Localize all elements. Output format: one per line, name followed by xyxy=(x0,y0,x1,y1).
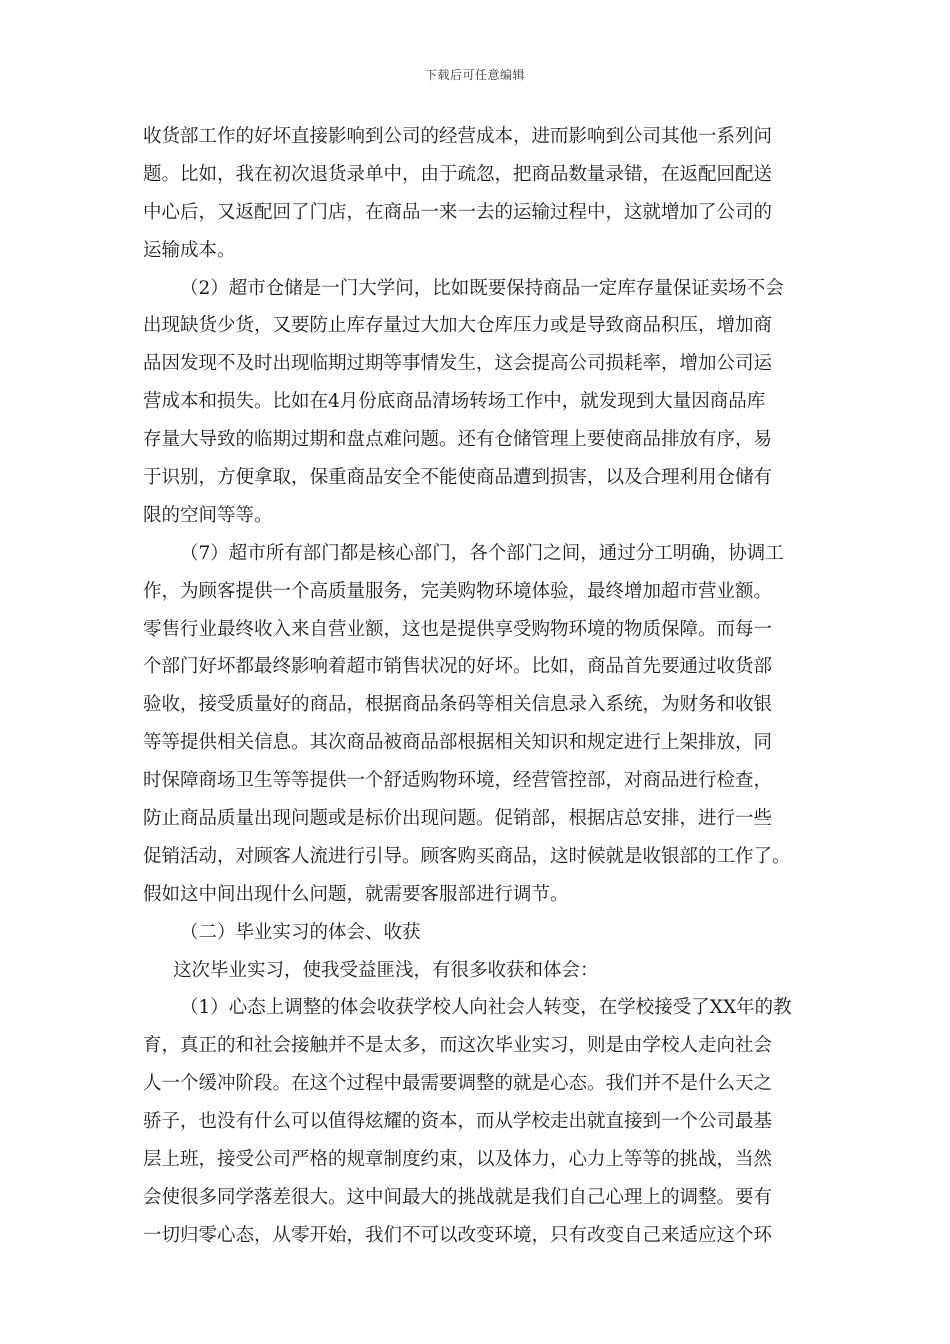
text-line: 个部门好坏都最终影响着超市销售状况的好坏。比如，商品首先要通过收货部 xyxy=(143,656,773,678)
text-line: 存量大导致的临期过期和盘点难问题。还有仓储管理上要使商品排放有序，易 xyxy=(143,429,773,451)
page-header: 下载后可任意编辑 xyxy=(424,68,525,82)
text-line: 层上班，接受公司严格的规章制度约束，以及体力，心力上等等的挑战，当然 xyxy=(143,1149,773,1171)
text-line: 收货部工作的好坏直接影响到公司的经营成本，进而影响到公司其他一系列问 xyxy=(143,126,773,147)
text-line: 人一个缓冲阶段。在这个过程中最需要调整的就是心态。我们并不是什么天之 xyxy=(143,1073,773,1095)
text-line: 会使很多同学落差很大。这中间最大的挑战就是我们自己心理上的调整。要有 xyxy=(143,1186,773,1208)
text-line: 于识别，方便拿取，保重商品安全不能使商品遭到损害，以及合理利用仓储有 xyxy=(143,467,773,489)
text-line: 品因发现不及时出现临期过期等事情发生，这会提高公司损耗率，增加公司运 xyxy=(143,353,773,375)
text-line: 防止商品质量出现问题或是标价出现问题。促销部，根据店总安排，进行一些 xyxy=(143,808,773,830)
text-line: 零售行业最终收入来自营业额，这也是提供享受购物环境的物质保障。而每一 xyxy=(143,618,773,640)
text-line: （2）超市仓储是一门大学问，比如既要保持商品一定库存量保证卖场不会 xyxy=(180,277,784,299)
text-line: 育，真正的和社会接触并不是太多，而这次毕业实习，则是由学校人走向社会 xyxy=(143,1035,773,1057)
text-line: 一切归零心态，从零开始，我们不可以改变环境，只有改变自己来适应这个环 xyxy=(143,1224,773,1246)
text-line: 运输成本。 xyxy=(143,239,236,261)
text-line: 出现缺货少货，又要防止库存量过大加大仓库压力或是导致商品积压，增加商 xyxy=(143,315,773,337)
text-line: 验收，接受质量好的商品，根据商品条码等相关信息录入系统，为财务和收银 xyxy=(143,694,773,716)
text-line: 假如这中间出现什么问题，就需要客服部进行调节。 xyxy=(143,883,569,905)
body-text xyxy=(143,118,823,1255)
text-line: 限的空间等等。 xyxy=(143,504,273,526)
text-line: 时保障商场卫生等等提供一个舒适购物环境，经营管控部，对商品进行检查， xyxy=(143,770,773,792)
text-line: 题。比如，我在初次退货录单中，由于疏忽，把商品数量录错，在返配回配送 xyxy=(143,163,773,185)
text-line: 骄子，也没有什么可以值得炫耀的资本，而从学校走出就直接到一个公司最基 xyxy=(143,1111,773,1133)
text-line: 作，为顾客提供一个高质量服务，完美购物环境体验，最终增加超市营业额。 xyxy=(143,580,773,602)
text-line: 中心后，又返配回了门店，在商品一来一去的运输过程中，这就增加了公司的 xyxy=(143,201,773,223)
text-line: 促销活动，对顾客人流进行引导。顾客购买商品，这时候就是收银部的工作了。 xyxy=(143,845,791,867)
text-line: （1）心态上调整的体会收获学校人向社会人转变，在学校接受了XX年的教 xyxy=(180,997,792,1019)
text-line: 这次毕业实习，使我受益匪浅，有很多收获和体会： xyxy=(173,959,599,981)
text-line: 等等提供相关信息。其次商品被商品部根据相关知识和规定进行上架排放，同 xyxy=(143,732,773,754)
text-line: （7）超市所有部门都是核心部门，各个部门之间，通过分工明确，协调工 xyxy=(180,542,784,564)
section-heading: （二）毕业实习的体会、收获 xyxy=(180,921,421,943)
text-line: 营成本和损失。比如在4月份底商品清场转场工作中，就发现到大量因商品库 xyxy=(143,391,766,413)
